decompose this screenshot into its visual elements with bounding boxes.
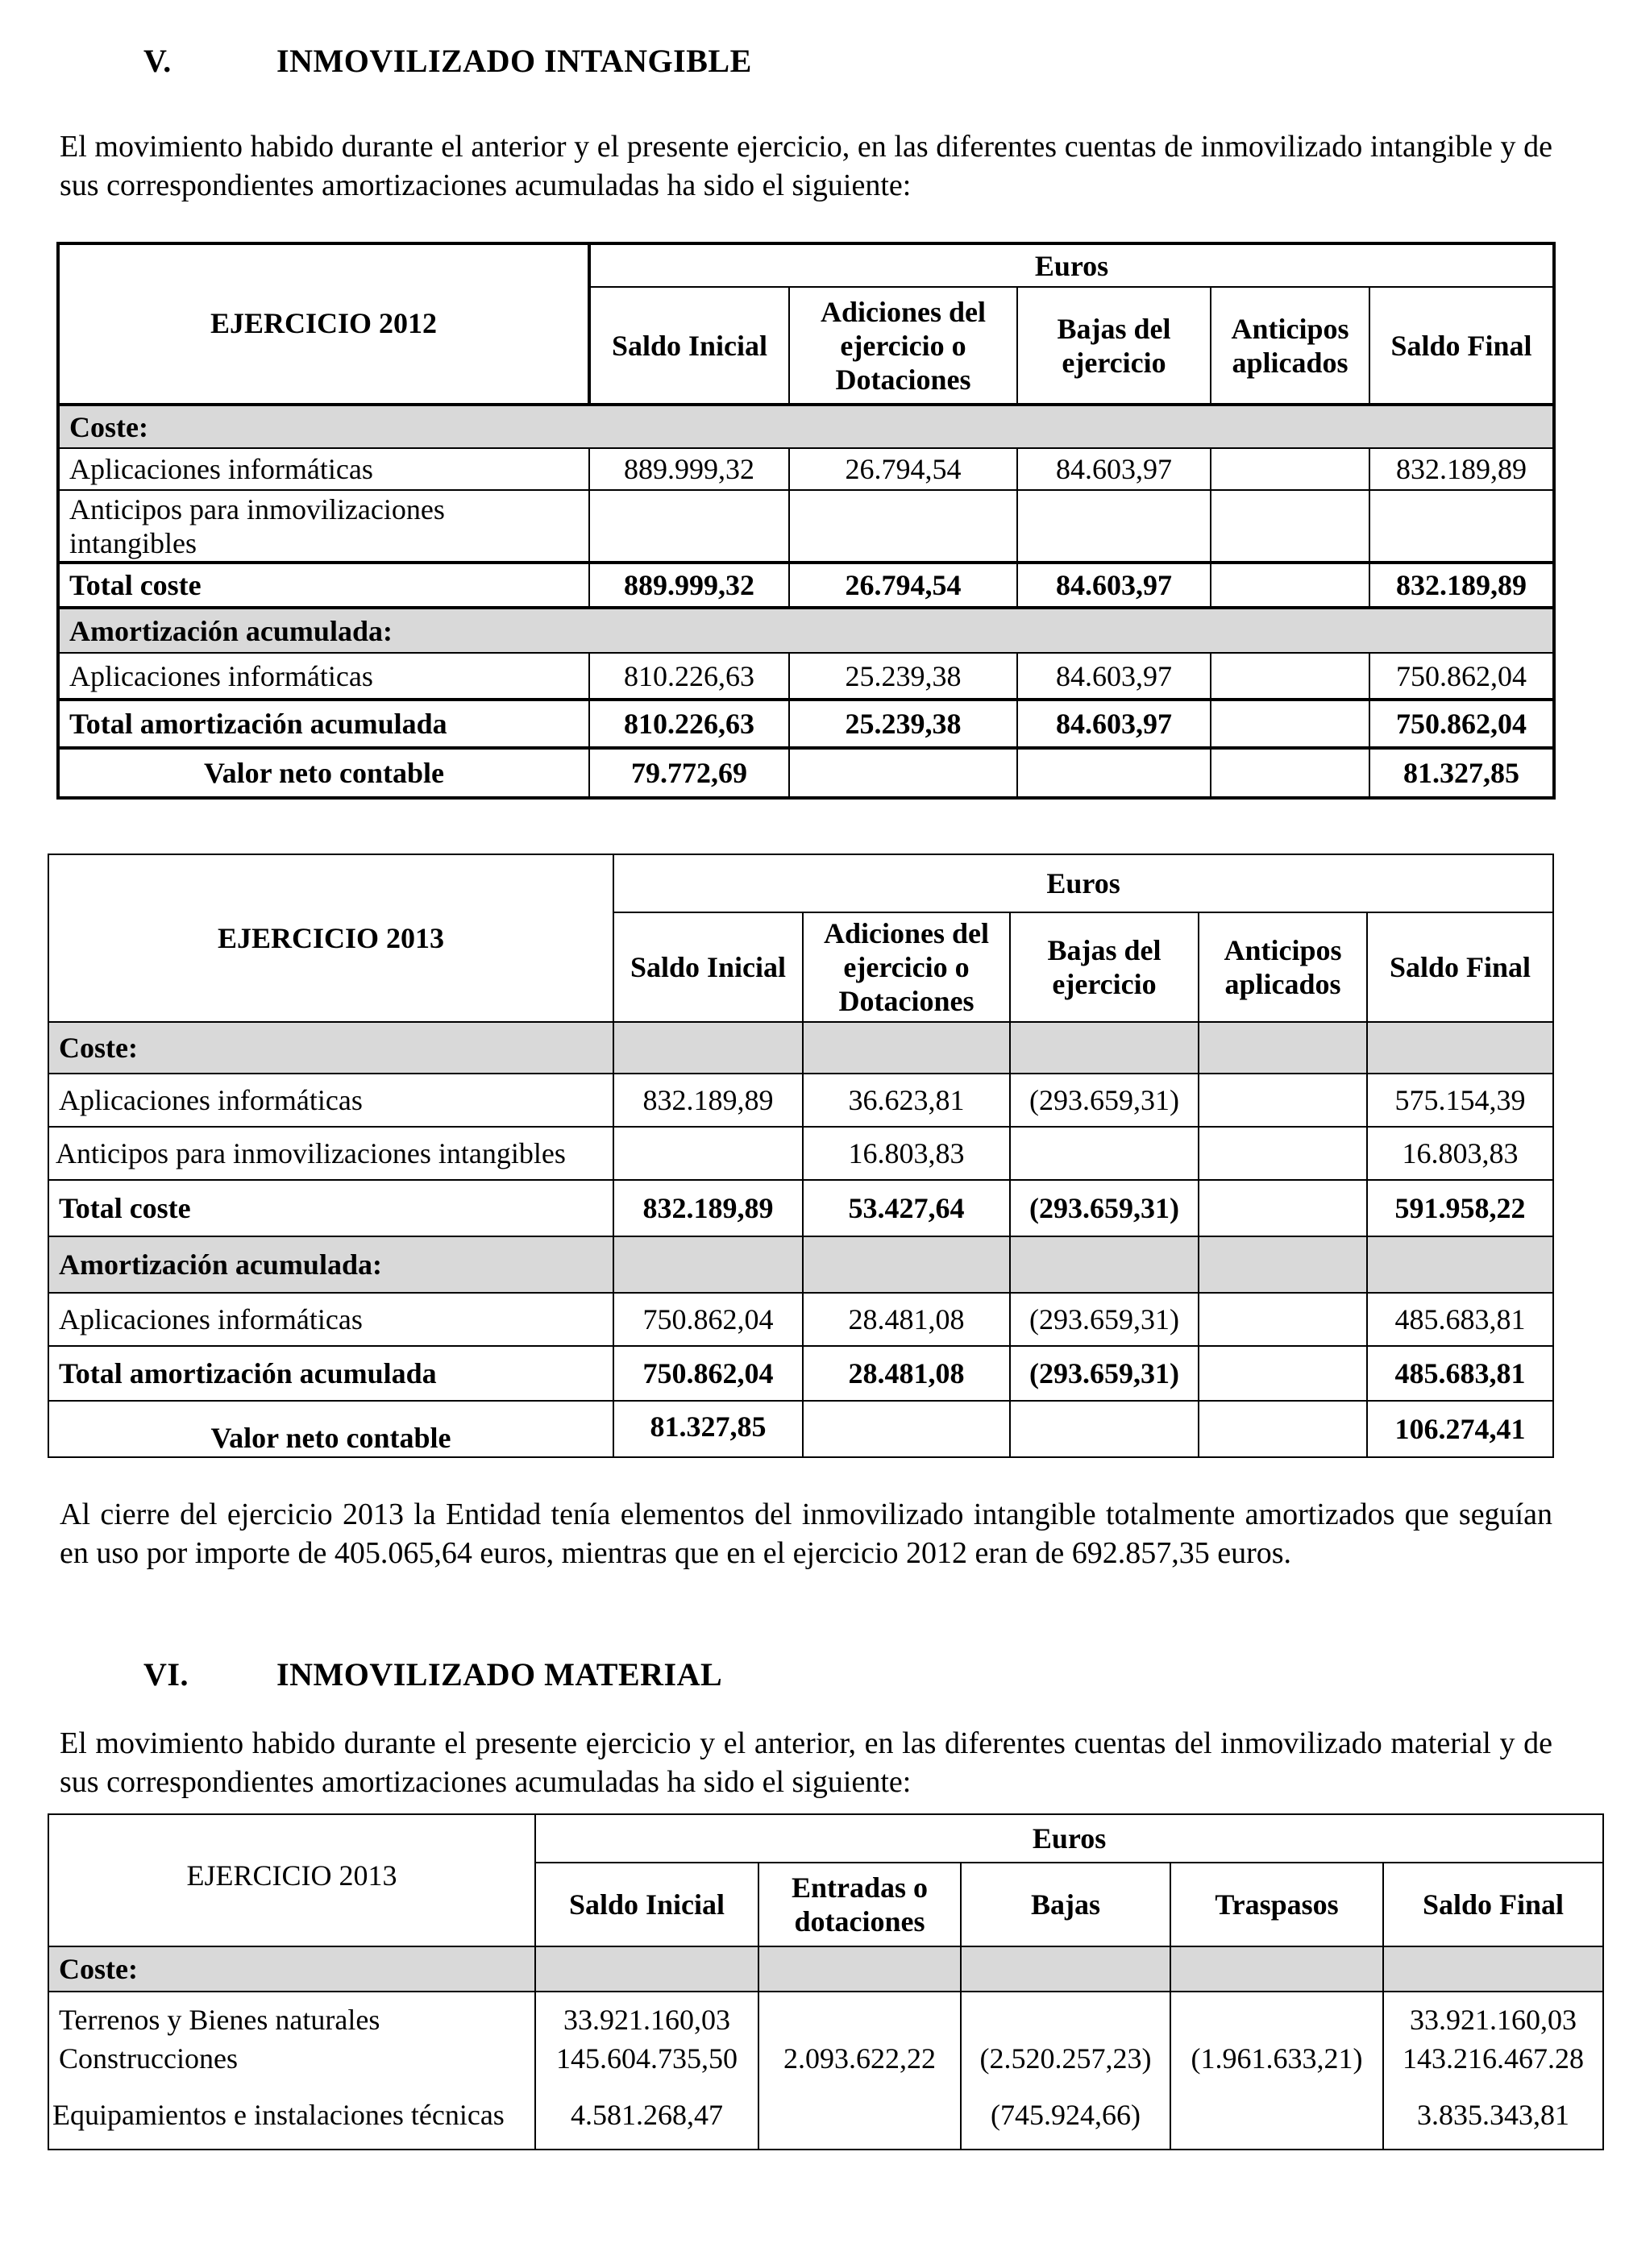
- cell: 485.683,81: [1367, 1346, 1553, 1401]
- cell: 750.862,04: [613, 1346, 803, 1401]
- col-header: Entradas o dotaciones: [758, 1863, 961, 1946]
- row-label: Aplicaciones informáticas: [58, 448, 589, 490]
- cell: 84.603,97: [1017, 448, 1211, 490]
- cell: 810.226,63: [589, 653, 789, 700]
- cell: [1211, 700, 1369, 748]
- cell: [613, 1127, 803, 1180]
- cell: 26.794,54: [789, 448, 1017, 490]
- cell: [1199, 1346, 1367, 1401]
- total-row: [58, 748, 1554, 798]
- row-label: Amortización acumulada:: [48, 1236, 613, 1293]
- section-heading-v: [143, 42, 752, 80]
- table-row: [58, 653, 1554, 700]
- table-row: [58, 448, 1554, 490]
- total-row: [48, 1401, 1553, 1457]
- col-header: Bajas: [961, 1863, 1170, 1946]
- table-row: [48, 1074, 1553, 1127]
- cell: (2.520.257,23): [961, 2037, 1170, 2080]
- row-label: Coste:: [58, 405, 1554, 448]
- cell: [1369, 490, 1554, 563]
- cell: 4.581.268,47: [535, 2080, 758, 2150]
- cell: 79.772,69: [589, 748, 789, 798]
- cell: 750.862,04: [1369, 700, 1554, 748]
- section-intro: El movimiento habido durante el anterior y el presente ejercicio, en las diferentes cuentas de inmovilizado intangible y de sus correspondientes amortizaciones acumuladas ha sido el siguiente:: [60, 130, 1552, 202]
- col-header: Anticipos aplicados: [1199, 912, 1367, 1022]
- cell: 832.189,89: [613, 1074, 803, 1127]
- cell: 16.803,83: [803, 1127, 1010, 1180]
- total-row: [48, 1180, 1553, 1236]
- table-ejercicio-2012: [56, 242, 1556, 800]
- cell: 25.239,38: [789, 700, 1017, 748]
- col-header: Saldo Final: [1383, 1863, 1603, 1946]
- section-number: V.: [143, 43, 172, 79]
- section-number: VI.: [143, 1656, 189, 1693]
- cell: [1211, 490, 1369, 563]
- col-header: Adiciones del ejercicio o Dotaciones: [789, 287, 1017, 405]
- cell: [1211, 748, 1369, 798]
- cell: (1.961.633,21): [1170, 2037, 1383, 2080]
- cell: 106.274,41: [1367, 1401, 1553, 1457]
- cell: 81.327,85: [613, 1401, 803, 1457]
- col-header: Traspasos: [1170, 1863, 1383, 1946]
- cell: (293.659,31): [1010, 1346, 1199, 1401]
- col-header: Saldo Final: [1369, 287, 1554, 405]
- section-intro: El movimiento habido durante el presente ejercicio y el anterior, en las diferentes cuentas del inmovilizado material y de sus correspondientes amortizaciones acumuladas ha sido el siguiente:: [60, 1726, 1552, 1799]
- cell: 53.427,64: [803, 1180, 1010, 1236]
- cell: 16.803,83: [1367, 1127, 1553, 1180]
- col-header: Saldo Inicial: [589, 287, 789, 405]
- cell: [789, 490, 1017, 563]
- table-row: [58, 490, 1554, 563]
- row-label: Total amortización acumulada: [58, 700, 589, 748]
- cell: [1211, 563, 1369, 608]
- cell: [1017, 748, 1211, 798]
- cell: (293.659,31): [1010, 1074, 1199, 1127]
- table-row: [48, 1293, 1553, 1346]
- cell: 485.683,81: [1367, 1293, 1553, 1346]
- cell: [1199, 1293, 1367, 1346]
- cell: 750.862,04: [1369, 653, 1554, 700]
- cell: 145.604.735,50: [535, 2037, 758, 2080]
- cell: 26.794,54: [789, 563, 1017, 608]
- row-label: Aplicaciones informáticas: [48, 1074, 613, 1127]
- row-label: Valor neto contable: [58, 748, 589, 798]
- cell: [1170, 2080, 1383, 2150]
- cell: [758, 2080, 961, 2150]
- row-label: Terrenos y Bienes naturales: [48, 1992, 535, 2037]
- table-row: [48, 2080, 1603, 2150]
- row-label: Amortización acumulada:: [58, 608, 1554, 653]
- cell: [1199, 1180, 1367, 1236]
- cell: (293.659,31): [1010, 1293, 1199, 1346]
- total-row: [58, 563, 1554, 608]
- section-row-coste: [48, 1946, 1603, 1992]
- row-label: Total coste: [48, 1180, 613, 1236]
- cell: 25.239,38: [789, 653, 1017, 700]
- section-row-amortizacion: [48, 1236, 1553, 1293]
- row-label: Aplicaciones informáticas: [58, 653, 589, 700]
- cell: 575.154,39: [1367, 1074, 1553, 1127]
- cell: 33.921.160,03: [1383, 1992, 1603, 2037]
- cell: [589, 490, 789, 563]
- section-title: INMOVILIZADO INTANGIBLE: [276, 43, 752, 79]
- euros-header: Euros: [535, 1814, 1603, 1863]
- row-label: Valor neto contable: [48, 1401, 613, 1457]
- cell: 591.958,22: [1367, 1180, 1553, 1236]
- cell: 28.481,08: [803, 1346, 1010, 1401]
- col-header: Saldo Inicial: [535, 1863, 758, 1946]
- cell: 36.623,81: [803, 1074, 1010, 1127]
- table-title: EJERCICIO 2012: [58, 243, 589, 405]
- table-title: EJERCICIO 2013: [48, 854, 613, 1022]
- cell: 33.921.160,03: [535, 1992, 758, 2037]
- section-row-amortizacion: [58, 608, 1554, 653]
- row-label: Total coste: [58, 563, 589, 608]
- cell: 3.835.343,81: [1383, 2080, 1603, 2150]
- cell: 832.189,89: [1369, 563, 1554, 608]
- cell: [1010, 1127, 1199, 1180]
- row-label: Coste:: [48, 1946, 535, 1992]
- cell: 81.327,85: [1369, 748, 1554, 798]
- table-ejercicio-2013: [48, 854, 1554, 1458]
- cell: 2.093.622,22: [758, 2037, 961, 2080]
- col-header: Saldo Inicial: [613, 912, 803, 1022]
- cell: [789, 748, 1017, 798]
- cell: [1211, 448, 1369, 490]
- table-row: [48, 1127, 1553, 1180]
- cell: [1211, 653, 1369, 700]
- cell: [1199, 1074, 1367, 1127]
- euros-header: Euros: [589, 243, 1554, 287]
- table-row: [48, 2037, 1603, 2080]
- cell: 750.862,04: [613, 1293, 803, 1346]
- cell: 889.999,32: [589, 563, 789, 608]
- cell: 84.603,97: [1017, 700, 1211, 748]
- cell: 84.603,97: [1017, 653, 1211, 700]
- section-heading-vi: [143, 1655, 722, 1693]
- cell: [1010, 1401, 1199, 1457]
- col-header: Bajas del ejercicio: [1017, 287, 1211, 405]
- euros-header: Euros: [613, 854, 1553, 912]
- cell: 28.481,08: [803, 1293, 1010, 1346]
- table-material-2013: [48, 1813, 1604, 2150]
- row-label: Aplicaciones informáticas: [48, 1293, 613, 1346]
- col-header: Bajas del ejercicio: [1010, 912, 1199, 1022]
- section-row-coste: [58, 405, 1554, 448]
- cell: [1170, 1992, 1383, 2037]
- cell: 84.603,97: [1017, 563, 1211, 608]
- cell: 810.226,63: [589, 700, 789, 748]
- cell: 832.189,89: [1369, 448, 1554, 490]
- total-row: [58, 700, 1554, 748]
- cell: (745.924,66): [961, 2080, 1170, 2150]
- table-title: EJERCICIO 2013: [48, 1814, 535, 1946]
- row-label: Total amortización acumulada: [48, 1346, 613, 1401]
- table-row: [48, 1992, 1603, 2037]
- cell: [803, 1401, 1010, 1457]
- closing-note: Al cierre del ejercicio 2013 la Entidad tenía elementos del inmovilizado intangible totalmente amortizados que seguían en uso por importe de 405.065,64 euros, mientras que en el ejercicio 2012 eran de 692.857,35 euros.: [60, 1497, 1552, 1570]
- section-row-coste: [48, 1022, 1553, 1074]
- cell: [758, 1992, 961, 2037]
- section-title: INMOVILIZADO MATERIAL: [276, 1656, 723, 1693]
- cell: (293.659,31): [1010, 1180, 1199, 1236]
- row-label: Anticipos para inmovilizaciones intangibles: [48, 1127, 613, 1180]
- row-label: Construcciones: [48, 2037, 535, 2080]
- cell: [1199, 1127, 1367, 1180]
- col-header: Adiciones del ejercicio o Dotaciones: [803, 912, 1010, 1022]
- row-label: Coste:: [48, 1022, 613, 1074]
- row-label: Equipamientos e instalaciones técnicas: [48, 2080, 535, 2150]
- col-header: Anticipos aplicados: [1211, 287, 1369, 405]
- cell: 832.189,89: [613, 1180, 803, 1236]
- cell: 143.216.467.28: [1383, 2037, 1603, 2080]
- cell: 889.999,32: [589, 448, 789, 490]
- row-label: Anticipos para inmovilizaciones intangibles: [58, 490, 589, 563]
- total-row: [48, 1346, 1553, 1401]
- cell: [1199, 1401, 1367, 1457]
- col-header: Saldo Final: [1367, 912, 1553, 1022]
- cell: [1017, 490, 1211, 563]
- cell: [961, 1992, 1170, 2037]
